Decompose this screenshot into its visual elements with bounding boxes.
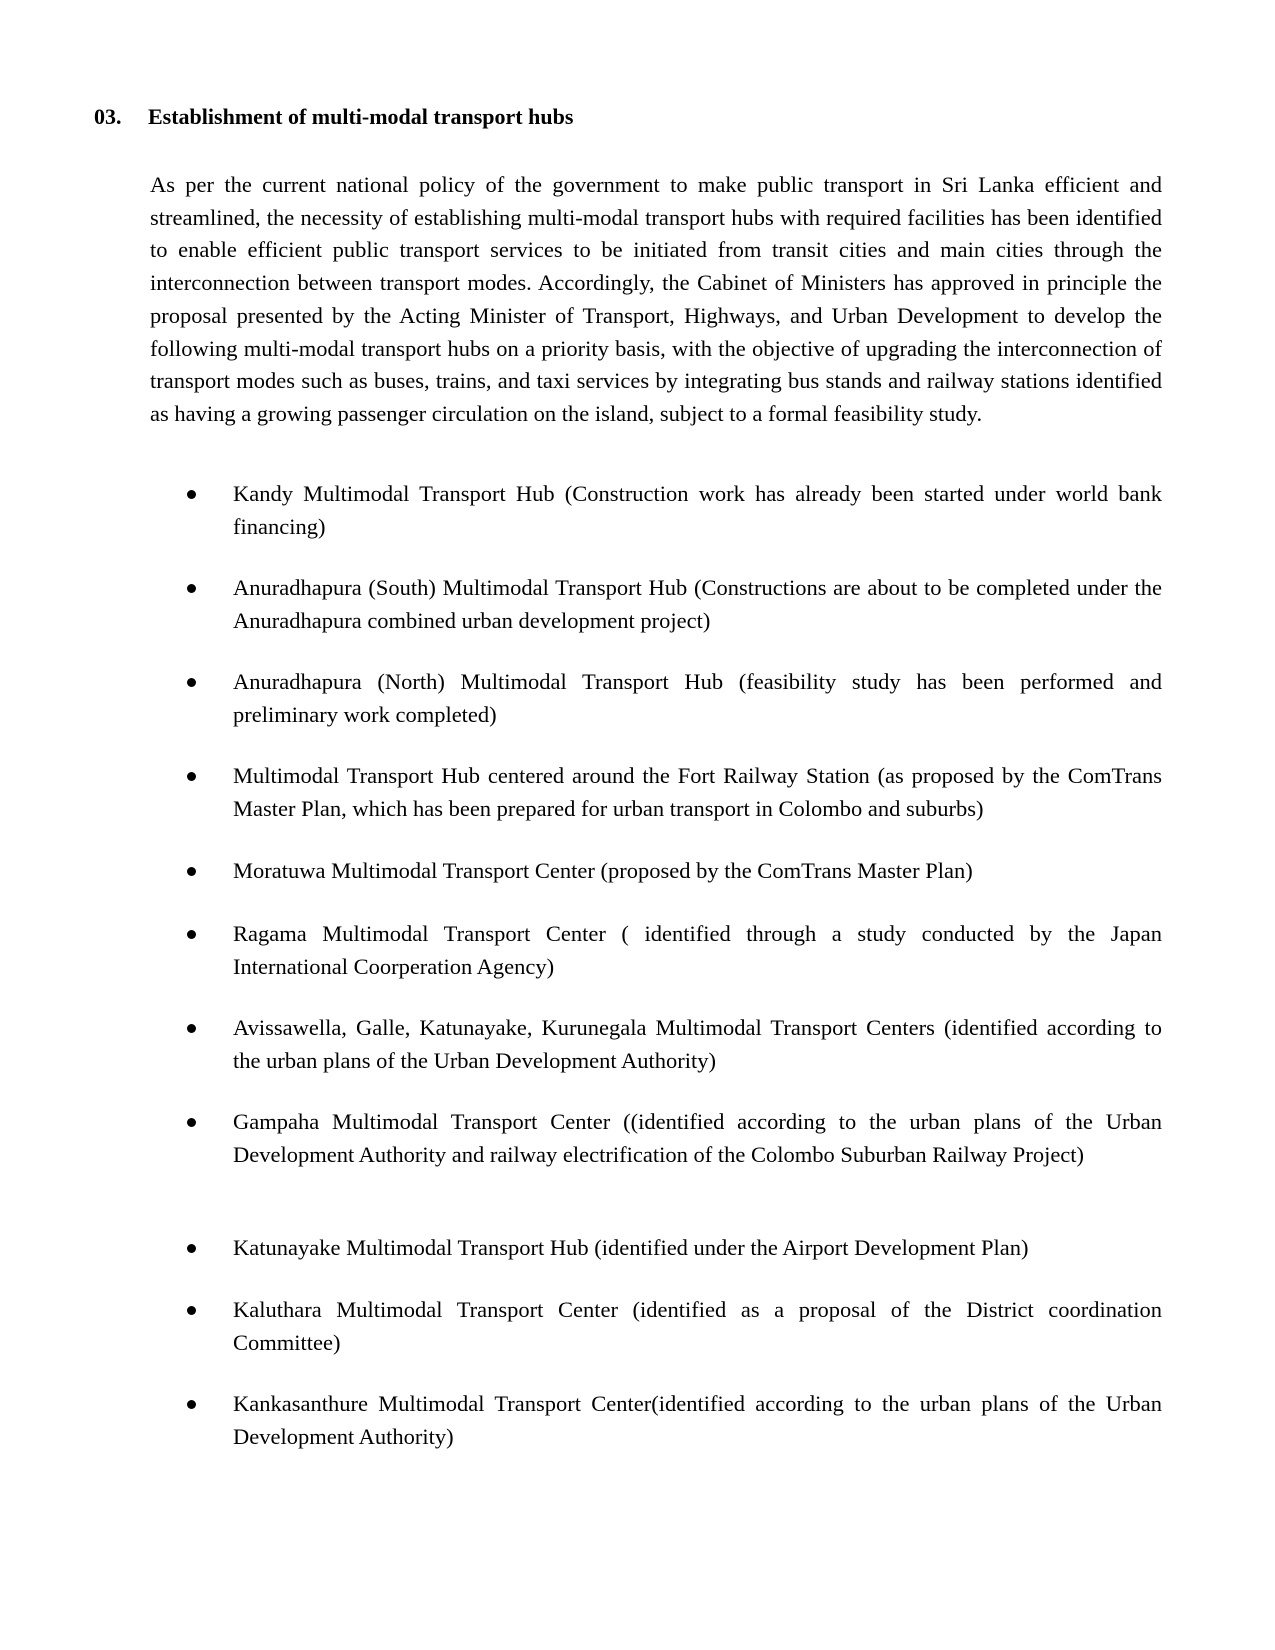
list-item-text: Anuradhapura (South) Multimodal Transport Hub (Constructions are about to be completed under the Anuradhapura combined urban development project) — [233, 575, 1162, 633]
bullet-icon — [187, 1244, 196, 1253]
section-number: 03. — [94, 104, 122, 129]
section-heading — [94, 101, 573, 133]
list-item-text: Ragama Multimodal Transport Center ( identified through a study conducted by the Japan International Coorperation Agency) — [233, 921, 1162, 979]
bullet-icon — [187, 867, 196, 876]
section-title: Establishment of multi-modal transport hubs — [148, 104, 574, 129]
list-item-text: Gampaha Multimodal Transport Center ((identified according to the urban plans of the Urban Development Authority and railway electrification of the Colombo Suburban Railway Project) — [233, 1109, 1162, 1167]
list-item-text: Katunayake Multimodal Transport Hub (identified under the Airport Development Plan) — [233, 1235, 1029, 1260]
bullet-icon — [187, 490, 196, 499]
bullet-icon — [187, 772, 196, 781]
list-item-text: Anuradhapura (North) Multimodal Transport Hub (feasibility study has been performed and preliminary work completed) — [233, 669, 1162, 727]
list-item-text: Moratuwa Multimodal Transport Center (proposed by the ComTrans Master Plan) — [233, 858, 973, 883]
bullet-icon — [187, 584, 196, 593]
bullet-icon — [187, 678, 196, 687]
bullet-icon — [187, 930, 196, 939]
list-item-text: Multimodal Transport Hub centered around the Fort Railway Station (as proposed by the ComTrans Master Plan, which has been prepared for urban transport in Colombo and suburbs) — [233, 763, 1162, 821]
bullet-icon — [187, 1118, 196, 1127]
intro-paragraph: As per the current national policy of the government to make public transport in Sri Lanka efficient and streamlined, the necessity of establishing multi-modal transport hubs with required facilities has been identified to enable efficient public transport services to be initiated from transit cities and main cities through the interconnection between transport modes. Accordingly, the Cabinet of Ministers has approved in principle the proposal presented by the Acting Minister of Transport, Highways, and Urban Development to develop the following multi-modal transport hubs on a priority basis, with the objective of upgrading the interconnection of transport modes such as buses, trains, and taxi services by integrating bus stands and railway stations identified as having a growing passenger circulation on the island, subject to a formal feasibility study. — [150, 172, 1162, 426]
list-item-text: Kankasanthure Multimodal Transport Center(identified according to the urban plans of the Urban Development Authority) — [233, 1391, 1162, 1449]
list-item-text: Kaluthara Multimodal Transport Center (identified as a proposal of the District coordination Committee) — [233, 1297, 1162, 1355]
bullet-icon — [187, 1400, 196, 1409]
bullet-icon — [187, 1024, 196, 1033]
bullet-icon — [187, 1306, 196, 1315]
list-item-text: Kandy Multimodal Transport Hub (Construction work has already been started under world bank financing) — [233, 481, 1162, 539]
list-item-text: Avissawella, Galle, Katunayake, Kurunegala Multimodal Transport Centers (identified according to the urban plans of the Urban Development Authority) — [233, 1015, 1162, 1073]
